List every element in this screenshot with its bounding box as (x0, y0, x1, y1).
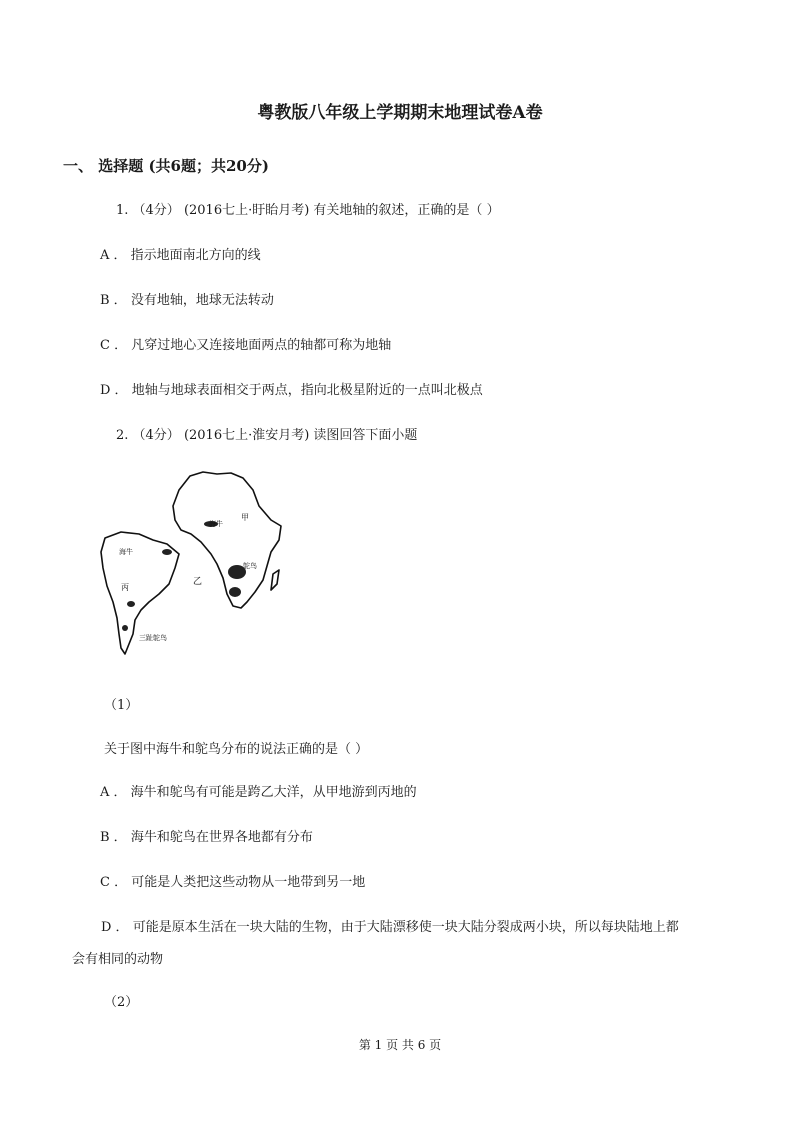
question-2-stem: 2. （4分） (2016七上·淮安月考) 读图回答下面小题 (116, 428, 418, 443)
subquestion-1-option-b[interactable]: B ． 海牛和鸵鸟在世界各地都有分布 (100, 830, 313, 845)
section-heading: 一、 选择题 (共6题；共20分) (63, 157, 269, 175)
page-title: 粤教版八年级上学期期末地理试卷A卷 (257, 103, 543, 123)
map-label-tuoniao: 鸵鸟 (243, 562, 257, 570)
subquestion-2-number: （2） (104, 995, 139, 1010)
subquestion-1-option-d[interactable]: D ． 可能是原本生活在一块大陆的生物，由于大陆漂移使一块大陆分裂成两小块，所以每块陆地上都 (101, 920, 679, 935)
subquestion-1-option-a[interactable]: A ． 海牛和鸵鸟有可能是跨乙大洋，从甲地游到丙地的 (100, 785, 417, 800)
question-1-option-b[interactable]: B ． 没有地轴，地球无法转动 (100, 293, 274, 308)
page-footer: 第 1 页 共 6 页 (358, 1038, 442, 1052)
subquestion-1-option-d-continued: 会有相同的动物 (72, 952, 164, 967)
map-label-yi: 乙 (193, 577, 203, 587)
subquestion-1-stem: 关于图中海牛和鸵鸟分布的说法正确的是（ ） (104, 742, 369, 757)
map-label-jia: 甲 (241, 513, 249, 522)
question-1-stem: 1. （4分） (2016七上·盱眙月考) 有关地轴的叙述，正确的是（ ） (116, 203, 500, 218)
continent-map-figure (95, 468, 295, 663)
question-1-option-c[interactable]: C ． 凡穿过地心又连接地面两点的轴都可称为地轴 (100, 338, 392, 353)
map-label-hainiu-south-america: 海牛 (119, 548, 133, 556)
map-label-bing: 丙 (121, 583, 129, 592)
madagascar-outline (271, 570, 279, 590)
subquestion-1-number: （1） (104, 698, 139, 713)
question-1-option-a[interactable]: A ． 指示地面南北方向的线 (100, 248, 261, 263)
question-1-option-d[interactable]: D ． 地轴与地球表面相交于两点，指向北极星附近的一点叫北极点 (100, 383, 483, 398)
subquestion-1-option-c[interactable]: C ． 可能是人类把这些动物从一地带到另一地 (100, 875, 366, 890)
africa-outline (173, 472, 281, 608)
map-label-santuoniao: 三趾鸵鸟 (139, 634, 167, 642)
map-label-hainiu-africa: 海牛 (209, 520, 223, 528)
